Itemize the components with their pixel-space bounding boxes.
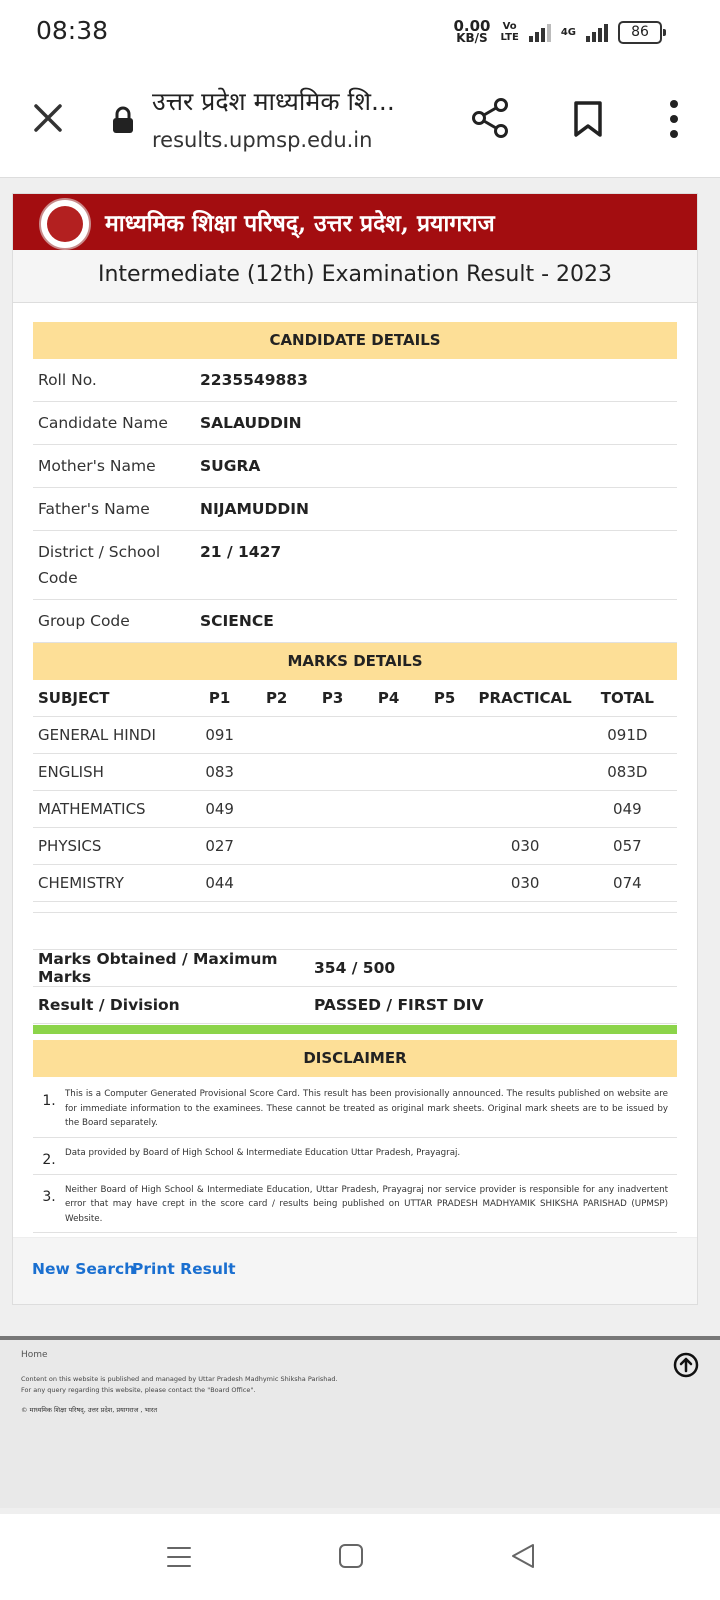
marks-cell-p4	[361, 754, 417, 791]
candidate-details-heading: CANDIDATE DETAILS	[33, 322, 677, 359]
volte-line2: LTE	[500, 32, 519, 43]
close-icon[interactable]	[30, 100, 66, 136]
back-icon[interactable]	[509, 1542, 537, 1570]
marks-cell-practical	[473, 754, 578, 791]
marks-cell-p3	[305, 754, 361, 791]
more-options-icon[interactable]	[664, 98, 684, 140]
marks-column-header: P3	[305, 680, 361, 717]
disclaimer-number: 2.	[42, 1151, 56, 1168]
battery-icon: 86	[618, 21, 662, 44]
candidate-row	[33, 600, 677, 643]
status-bar	[0, 0, 720, 62]
result-card	[12, 193, 698, 1305]
candidate-field-value: 21 / 1427	[200, 543, 282, 561]
marks-cell-subject: MATHEMATICS	[33, 791, 191, 828]
marks-column-header: SUBJECT	[33, 680, 191, 717]
marks-cell-p5	[417, 828, 473, 865]
marks-cell-p3	[305, 828, 361, 865]
disclaimer-text: Neither Board of High School & Intermediate Education, Uttar Pradesh, Prayagraj nor service provider is responsible for any inadvertent error that may have crept in the score card / results being published on UTTAR PRADESH MADHYAMIK SHIKSHA PARISHAD (UPMSP) Website.	[65, 1184, 668, 1224]
marks-cell-subject: PHYSICS	[33, 828, 191, 865]
disclaimer-item	[33, 1138, 677, 1175]
result-division-value: PASSED / FIRST DIV	[314, 996, 484, 1014]
marks-column-header: P4	[361, 680, 417, 717]
speed-value: 0.00	[453, 17, 491, 35]
status-time: 08:38	[36, 16, 109, 45]
browser-toolbar	[0, 62, 720, 178]
marks-cell-p5	[417, 865, 473, 902]
marks-row	[33, 828, 677, 865]
candidate-field-value: 2235549883	[200, 371, 308, 389]
marks-cell-total: 091D	[578, 717, 677, 754]
marks-header-row	[33, 680, 677, 717]
footer-info-line2: For any query regarding this website, please contact the "Board Office".	[21, 1386, 256, 1394]
candidate-field-label: Group Code	[38, 612, 130, 630]
disclaimer-number: 1.	[42, 1093, 56, 1109]
disclaimer-text: Data provided by Board of High School & Intermediate Education Uttar Pradesh, Prayagraj.	[65, 1147, 461, 1158]
lock-icon	[112, 106, 134, 134]
marks-cell-practical: 030	[473, 828, 578, 865]
bookmark-icon[interactable]	[572, 100, 604, 138]
marks-table	[33, 680, 677, 902]
marks-row	[33, 865, 677, 902]
candidate-details	[33, 359, 677, 643]
marks-row	[33, 754, 677, 791]
share-icon[interactable]	[470, 97, 510, 139]
board-title: माध्यमिक शिक्षा परिषद्, उत्तर प्रदेश, प्रयागराज	[105, 210, 495, 237]
marks-cell-total: 083D	[578, 754, 677, 791]
marks-body	[33, 717, 677, 902]
disclaimer-item	[33, 1175, 677, 1234]
result-status-bar	[33, 1025, 677, 1034]
marks-cell-total: 057	[578, 828, 677, 865]
marks-cell-total: 074	[578, 865, 677, 902]
marks-column-header: PRACTICAL	[473, 680, 578, 717]
signal-icon	[529, 22, 551, 42]
marks-cell-p1: 049	[191, 791, 249, 828]
disclaimer-item	[33, 1079, 677, 1138]
marks-row	[33, 717, 677, 754]
network-speed	[453, 17, 491, 45]
marks-spacer	[33, 902, 677, 913]
marks-cell-p4	[361, 828, 417, 865]
marks-cell-p3	[305, 791, 361, 828]
marks-cell-p4	[361, 791, 417, 828]
marks-cell-p3	[305, 717, 361, 754]
marks-column-header: P5	[417, 680, 473, 717]
candidate-field-label: District / School Code	[38, 543, 161, 587]
result-division-label: Result / Division	[38, 996, 180, 1014]
marks-cell-p1: 027	[191, 828, 249, 865]
marks-column-header: P1	[191, 680, 249, 717]
recent-apps-icon[interactable]	[166, 1544, 192, 1570]
print-result-link[interactable]: Print Result	[132, 1260, 236, 1278]
volte-line1: Vo	[502, 21, 517, 32]
marks-cell-p1: 083	[191, 754, 249, 791]
marks-cell-practical	[473, 717, 578, 754]
result-summary	[33, 949, 677, 1024]
marks-cell-total: 049	[578, 791, 677, 828]
result-division-row	[33, 987, 677, 1024]
candidate-row	[33, 402, 677, 445]
marks-column-header: P2	[249, 680, 305, 717]
candidate-row	[33, 531, 677, 600]
speed-unit: KB/S	[456, 31, 488, 45]
disclaimer-text: This is a Computer Generated Provisional Score Card. This result has been provisionally announced. The results published on website are for immediate information to the examinees. These cannot be treated as original mark sheets. Original mark sheets are to be issued by the Board separately.	[65, 1089, 668, 1128]
marks-cell-p1: 044	[191, 865, 249, 902]
marks-cell-practical: 030	[473, 865, 578, 902]
marks-column-header: TOTAL	[578, 680, 677, 717]
home-icon[interactable]	[338, 1543, 364, 1569]
status-icons	[453, 18, 662, 46]
footer-copyright: © माध्यमिक शिक्षा परिषद्, उत्तर प्रदेश, प्रयागराज , भारत	[21, 1406, 158, 1414]
candidate-row	[33, 445, 677, 488]
marks-cell-p5	[417, 754, 473, 791]
new-search-link[interactable]: New Search	[32, 1260, 136, 1278]
marks-cell-p3	[305, 865, 361, 902]
marks-cell-practical	[473, 791, 578, 828]
marks-obtained-row	[33, 950, 677, 987]
system-navigation-bar	[0, 1514, 720, 1600]
candidate-field-label: Roll No.	[38, 371, 97, 389]
candidate-field-label: Father's Name	[38, 500, 150, 518]
marks-cell-p2	[249, 828, 305, 865]
marks-obtained-label: Marks Obtained / Maximum Marks	[38, 950, 278, 986]
candidate-field-value: NIJAMUDDIN	[200, 500, 309, 518]
marks-row	[33, 791, 677, 828]
candidate-row	[33, 488, 677, 531]
marks-cell-p4	[361, 865, 417, 902]
candidate-field-label: Mother's Name	[38, 457, 156, 475]
marks-cell-p2	[249, 717, 305, 754]
result-actions	[13, 1237, 697, 1304]
url-display[interactable]: results.upmsp.edu.in	[152, 128, 373, 152]
disclaimer-number: 3.	[42, 1188, 56, 1205]
board-logo	[39, 198, 91, 250]
marks-cell-subject: GENERAL HINDI	[33, 717, 191, 754]
candidate-row	[33, 359, 677, 402]
marks-cell-p2	[249, 865, 305, 902]
footer-home-link[interactable]: Home	[21, 1350, 48, 1360]
page-title[interactable]: उत्तर प्रदेश माध्यमिक शि...	[152, 87, 395, 116]
marks-cell-p4	[361, 717, 417, 754]
marks-obtained-value: 354 / 500	[314, 959, 396, 977]
marks-cell-p5	[417, 791, 473, 828]
board-banner	[13, 194, 697, 250]
signal-icon-2	[586, 22, 608, 42]
footer-info-line1: Content on this website is published and managed by Uttar Pradesh Madhymic Shiksha Parishad.	[21, 1375, 338, 1383]
marks-cell-subject: ENGLISH	[33, 754, 191, 791]
result-content	[33, 322, 677, 1270]
marks-cell-p2	[249, 754, 305, 791]
disclaimer-heading: DISCLAIMER	[33, 1040, 677, 1077]
marks-details-heading: MARKS DETAILS	[33, 643, 677, 680]
marks-cell-subject: CHEMISTRY	[33, 865, 191, 902]
marks-cell-p2	[249, 791, 305, 828]
candidate-field-value: SCIENCE	[200, 612, 274, 630]
scroll-top-icon[interactable]	[673, 1352, 699, 1378]
volte-indicator	[500, 21, 518, 43]
candidate-field-value: SUGRA	[200, 457, 261, 475]
candidate-field-value: SALAUDDIN	[200, 414, 302, 432]
footer-info	[21, 1374, 338, 1396]
marks-cell-p5	[417, 717, 473, 754]
marks-cell-p1: 091	[191, 717, 249, 754]
exam-title: Intermediate (12th) Examination Result - 2023	[13, 250, 697, 303]
network-type: 4G	[560, 26, 576, 38]
site-footer	[0, 1340, 720, 1508]
candidate-field-label: Candidate Name	[38, 414, 168, 432]
